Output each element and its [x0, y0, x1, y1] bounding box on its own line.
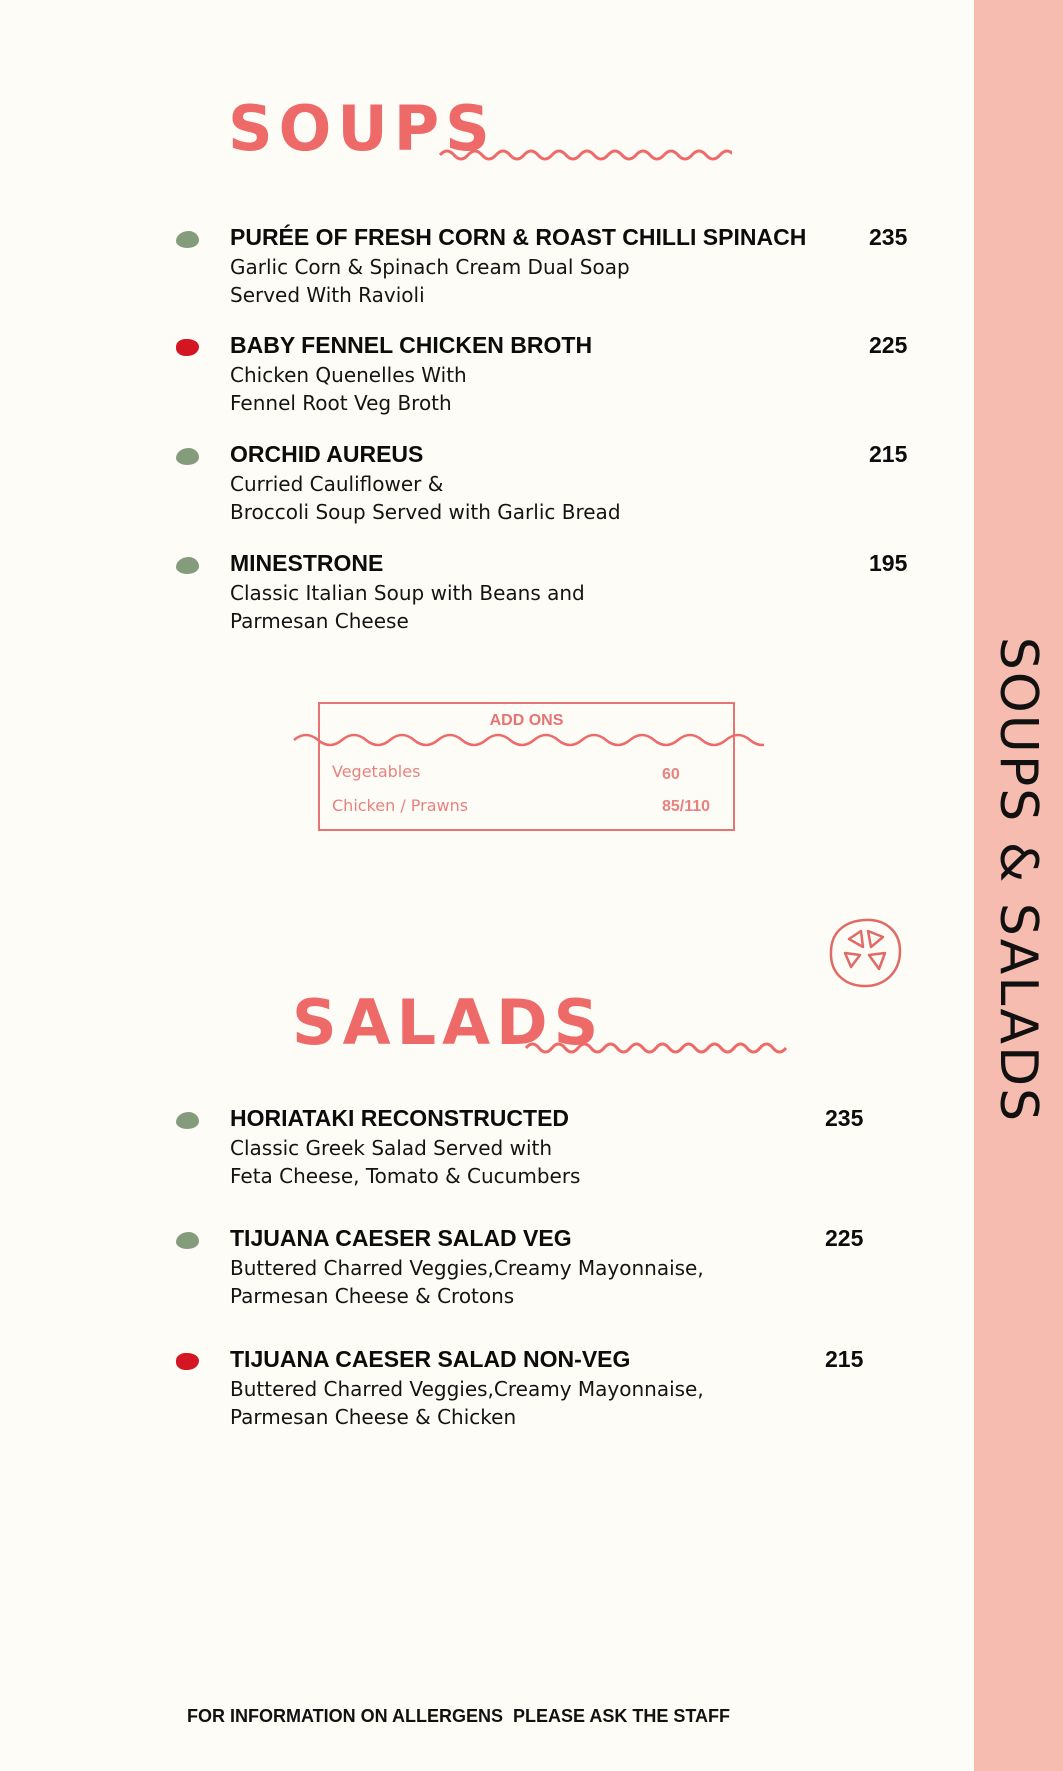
item-price: 235 [869, 224, 908, 250]
item-desc-line2: Feta Cheese, Tomato & Cucumbers [230, 1164, 581, 1188]
veg-indicator [176, 1112, 199, 1129]
allergen-note: FOR INFORMATION ON ALLERGENS PLEASE ASK THE STAFF [187, 1706, 730, 1726]
salads-title: SALADS [292, 986, 605, 1059]
item-desc-line2: Fennel Root Veg Broth [230, 391, 452, 415]
veg-indicator [176, 557, 199, 574]
salads-squiggle [524, 1038, 788, 1058]
veg-indicator [176, 448, 199, 465]
item-price: 225 [869, 332, 908, 358]
soup-item [230, 332, 592, 417]
veg-indicator [176, 231, 199, 248]
addons-box [318, 702, 735, 831]
item-price: 215 [869, 441, 908, 467]
item-desc-line1: Chicken Quenelles With [230, 363, 467, 387]
item-name: TIJUANA CAESER SALAD NON-VEG [230, 1346, 631, 1372]
addon-value: 85/110 [662, 798, 711, 815]
item-name: BABY FENNEL CHICKEN BROTH [230, 332, 593, 358]
item-desc-line1: Classic Greek Salad Served with [230, 1136, 553, 1160]
side-title: SOUPS & SALADS [988, 636, 1048, 1124]
item-name: ORCHID AUREUS [230, 441, 424, 467]
item-price: 215 [825, 1346, 864, 1372]
item-desc-line1: Curried Cauliflower & [230, 472, 444, 496]
salad-item [230, 1225, 704, 1310]
soup-item [230, 224, 806, 309]
item-name: TIJUANA CAESER SALAD VEG [230, 1225, 572, 1251]
item-name: HORIATAKI RECONSTRUCTED [230, 1105, 570, 1131]
item-desc-line1: Buttered Charred Veggies,Creamy Mayonnaise, [230, 1256, 704, 1280]
item-desc-line1: Garlic Corn & Spinach Cream Dual Soap [230, 255, 630, 279]
addon-label: Chicken / Prawns [332, 796, 469, 815]
item-price: 195 [869, 550, 908, 576]
item-desc-line1: Buttered Charred Veggies,Creamy Mayonnaise, [230, 1377, 704, 1401]
addons-title: ADD ONS [489, 712, 564, 729]
item-desc-line2: Parmesan Cheese [230, 609, 409, 633]
salad-item [230, 1105, 580, 1190]
soup-item [230, 550, 585, 635]
item-desc-line2: Broccoli Soup Served with Garlic Bread [230, 500, 621, 524]
item-desc-line2: Parmesan Cheese & Crotons [230, 1284, 515, 1308]
soup-item [230, 441, 621, 526]
addon-label: Vegetables [332, 762, 421, 781]
addons-squiggle [292, 729, 764, 751]
item-desc-line1: Classic Italian Soup with Beans and [230, 581, 585, 605]
addon-value: 60 [662, 766, 680, 783]
non-veg-indicator [176, 339, 199, 356]
item-desc-line2: Parmesan Cheese & Chicken [230, 1405, 517, 1429]
item-name: PURÉE OF FRESH CORN & ROAST CHILLI SPINACH [230, 224, 807, 250]
item-price: 225 [825, 1225, 864, 1251]
item-name: MINESTRONE [230, 550, 384, 576]
veg-indicator [176, 1232, 199, 1249]
tomato-slice-icon [827, 917, 903, 989]
item-price: 235 [825, 1105, 864, 1131]
soups-title: SOUPS [228, 92, 496, 165]
soups-squiggle [438, 145, 732, 165]
non-veg-indicator [176, 1353, 199, 1370]
item-desc-line2: Served With Ravioli [230, 283, 425, 307]
salad-item [230, 1346, 704, 1431]
